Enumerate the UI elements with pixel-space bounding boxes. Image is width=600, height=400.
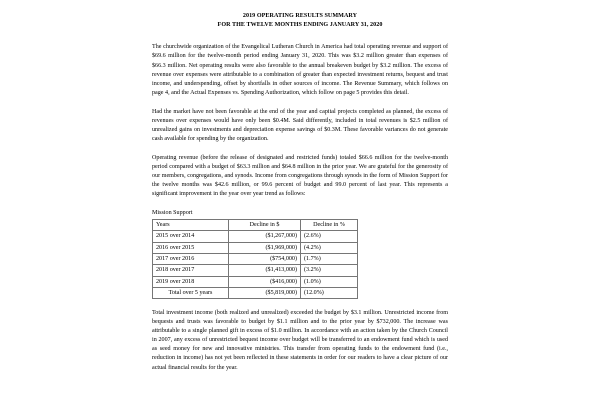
document-body (152, 12, 448, 373)
title-spacer (152, 30, 448, 43)
cell-decline-percent: (1.7%) (301, 254, 358, 265)
cell-years: 2017 over 2016 (153, 254, 229, 265)
paragraph-2: Had the market have not been favorable at the end of the year and capital projects completed as planned, the excess of revenues over expenses would have only been $0.4M. Said differently, included in total revenues is $2.5 million of unrealized gains on investments and depreciation expense savings of $0.3M. These favorable variances do not generate cash available for spending by the organization. (152, 108, 448, 142)
cell-decline-dollar: ($416,000) (229, 276, 301, 287)
table-header-row (153, 220, 358, 231)
table-row (153, 276, 358, 287)
table-row (153, 242, 358, 253)
paragraph-gap-3 (152, 199, 448, 209)
cell-decline-dollar: ($1,267,000) (229, 231, 301, 242)
cell-decline-dollar: ($754,000) (229, 254, 301, 265)
page-title-line-1: 2019 OPERATING RESULTS SUMMARY (242, 13, 358, 19)
paragraph-3: Operating revenue (before the release of designated and restricted funds) totaled $66.6 million for the twelve-month period compared with a budget of $63.3 million and $64.8 million in the prior year. We are grateful for the generosity of our members, congregations, and synods. Income from congregations through synods in the form of Mission Support for the twelve months was $42.6 million, or 99.6 percent of budget and 99.0 percent of last year. This represents a significant improvement in the year over year trend as follows: (152, 154, 448, 198)
cell-decline-percent: (2.6%) (301, 231, 358, 242)
table-row-total (153, 287, 358, 298)
page-title-line-2: FOR THE TWELVE MONTHS ENDING JANUARY 31, 2020 (217, 22, 383, 29)
column-header-decline-dollar: Decline in $ (229, 220, 301, 231)
paragraph-4: Total investment income (both realized and unrealized) exceeded the budget by $3.1 million. Unrestricted income from bequests and trusts was favorable to budget by $1.1 million and to the prior year by $732,000. The increase was attributable to a single planned gift in excess of $1.0 million. In accordance with an action taken by the Church Council in 2007, any excess of unrestricted bequest income over budget will be transferred to an endowment fund which is used as seed money for new and innovative ministries. This transfer from operating funds to the endowment fund (i.e., reduction in income) has not yet been reflected in these statements in order for our readers to have a clear picture of our actual financial results for the year. (152, 310, 448, 371)
cell-years: 2018 over 2017 (153, 265, 229, 276)
table-gap (152, 299, 448, 309)
cell-total-label: Total over 5 years (153, 287, 229, 298)
cell-decline-percent: (4.2%) (301, 242, 358, 253)
cell-total-dollar: ($5,819,000) (229, 287, 301, 298)
column-header-years: Years (153, 220, 229, 231)
cell-total-percent: (12.0%) (301, 287, 358, 298)
page-title (152, 12, 448, 30)
cell-decline-dollar: ($1,969,000) (229, 242, 301, 253)
table-caption: Mission Support (152, 210, 193, 217)
table-row (153, 254, 358, 265)
column-header-decline-percent: Decline in % (301, 220, 358, 231)
cell-decline-percent: (1.0%) (301, 276, 358, 287)
paragraph-gap-2 (152, 144, 448, 154)
cell-decline-percent: (3.2%) (301, 265, 358, 276)
paragraph-1: The churchwide organization of the Evangelical Lutheran Church in America had total operating revenue and support of $69.6 million for the twelve-month period ending January 31, 2020. This was $3.2 million greater than expenses of $66.3 million. Net operating results were also favorable to the annual breakeven budget by $3.2 million. The excess of revenue over expenses were attributable to a combination of greater than expected investment returns, bequest and trust income, and underspending, offset by shortfalls in other sources of income. The Revenue Summary, which follows on page 4, and the Actual Expenses vs. Spending Authorization, which follow on page 5 provides this detail. (152, 44, 448, 96)
paragraph-gap-1 (152, 98, 448, 108)
table-row (153, 231, 358, 242)
cell-years: 2019 over 2018 (153, 276, 229, 287)
cell-decline-dollar: ($1,413,000) (229, 265, 301, 276)
cell-years: 2015 over 2014 (153, 231, 229, 242)
cell-years: 2016 over 2015 (153, 242, 229, 253)
table-row (153, 265, 358, 276)
mission-support-table (152, 219, 358, 299)
